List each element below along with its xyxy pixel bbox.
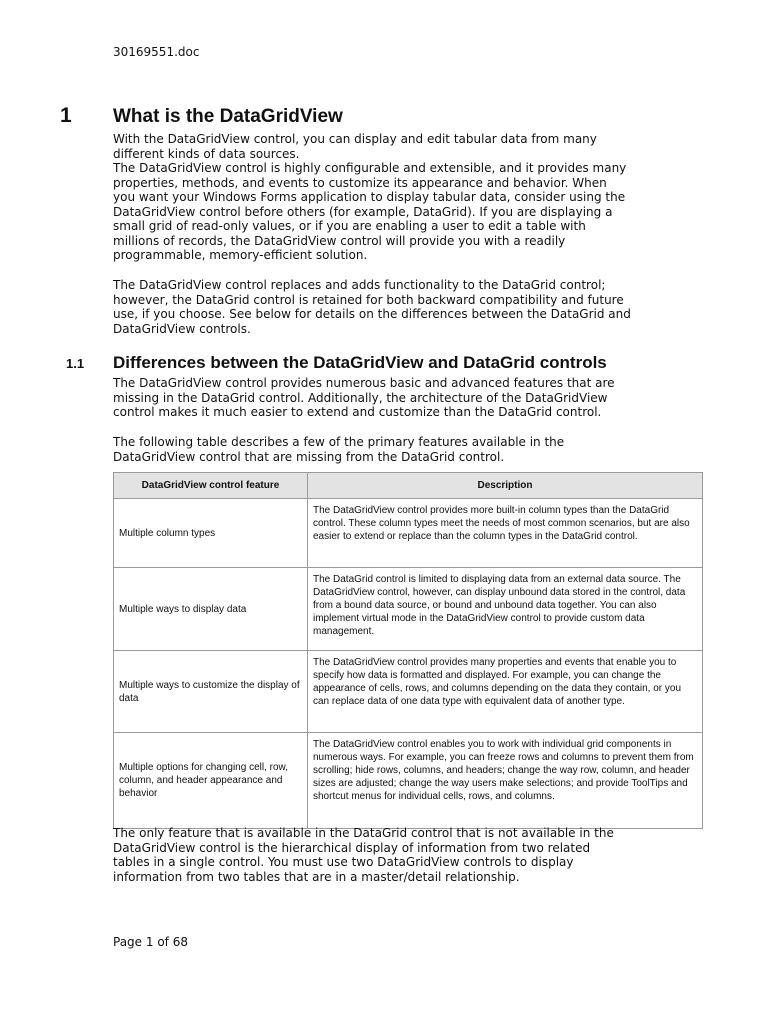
section-title: What is the DataGridView [113, 106, 343, 127]
text-line: use, if you choose. See below for details on the differences between the DataGrid and [113, 307, 631, 321]
table-intro-paragraph [113, 435, 673, 464]
description-cell: The DataGridView control provides many properties and events that enable you to specify how data is formatted and displayed. For example, you can change the appearance of cells, rows, and columns depending on the data they contain, or you can replace data of one data type with equivalent data of another type. [308, 651, 703, 733]
text-line: programmable, memory-efficient solution. [113, 248, 368, 262]
text-line: small grid of read-only values, or if you are enabling a user to edit a table with [113, 219, 586, 233]
text-line: control makes it much easier to extend and customize than the DataGrid control. [113, 405, 602, 419]
text-line: missing in the DataGrid control. Additionally, the architecture of the DataGridView [113, 390, 608, 405]
text-line: DataGridView control that are missing from the DataGrid control. [113, 449, 505, 464]
text-line: different kinds of data sources. [113, 146, 300, 161]
intro-paragraph [113, 132, 673, 263]
feature-cell: Multiple ways to display data [114, 568, 308, 651]
text-line: information from two tables that are in a master/detail relationship. [113, 869, 520, 884]
document-filename: 30169551.doc [113, 45, 200, 59]
table-row [114, 733, 703, 829]
feature-comparison-table [113, 472, 703, 829]
description-cell: The DataGrid control is limited to displaying data from an external data source. The DataGridView control, however, can display unbound data stored in the control, data from a bound data source, or bound and unbound data together. You can also implement virtual mode in the DataGridView control to provide custom data management. [308, 568, 703, 651]
differences-paragraph [113, 376, 673, 420]
page-number: Page 1 of 68 [113, 935, 188, 949]
text-line: The only feature that is available in the DataGrid control that is not available in the [113, 826, 614, 840]
table-row [114, 499, 703, 568]
text-line: you want your Windows Forms application to display tabular data, consider using the [113, 190, 626, 204]
section-number: 1 [60, 104, 72, 127]
text-line: The DataGridView control is highly configurable and extensible, and it provides many [113, 161, 627, 175]
text-line: millions of records, the DataGridView control will provide you with a readily [113, 233, 566, 248]
subsection-number: 1.1 [66, 356, 85, 371]
text-line: The DataGridView control replaces and adds functionality to the DataGrid control; [113, 278, 606, 292]
table-row [114, 651, 703, 733]
replacement-paragraph [113, 278, 673, 336]
feature-cell: Multiple column types [114, 499, 308, 568]
text-line: DataGridView control before others (for example, DataGrid). If you are displaying a [113, 204, 613, 219]
text-line: tables in a single control. You must use two DataGridView controls to display [113, 855, 574, 869]
text-line: DataGridView controls. [113, 321, 251, 336]
text-line: With the DataGridView control, you can display and edit tabular data from many [113, 132, 597, 146]
feature-cell: Multiple ways to customize the display of data [114, 651, 308, 733]
column-header-description: Description [308, 473, 703, 499]
text-line: DataGridView control is the hierarchical display of information from two related [113, 840, 591, 855]
closing-paragraph [113, 826, 673, 884]
description-cell: The DataGridView control enables you to work with individual grid components in numerous ways. For example, you can freeze rows and columns to prevent them from scrolling; hide rows, columns, and headers; change the way row, column, and header sizes are adjusted; change the way users make selections; and provide ToolTips and shortcut menus for individual cells, rows, and columns. [308, 733, 703, 829]
subsection-title: Differences between the DataGridView and DataGrid controls [113, 353, 607, 372]
text-line: however, the DataGrid control is retained for both backward compatibility and future [113, 292, 624, 307]
description-cell: The DataGridView control provides more built-in column types than the DataGrid control. These column types meet the needs of most common scenarios, but are also easier to extend or replace than the column types in the DataGrid control. [308, 499, 703, 568]
table-header-row [114, 473, 703, 499]
feature-cell: Multiple options for changing cell, row, column, and header appearance and behavior [114, 733, 308, 829]
text-line: properties, methods, and events to customize its appearance and behavior. When [113, 175, 607, 190]
table-row [114, 568, 703, 651]
text-line: The following table describes a few of the primary features available in the [113, 435, 565, 449]
column-header-feature: DataGridView control feature [114, 473, 308, 499]
text-line: The DataGridView control provides numerous basic and advanced features that are [113, 376, 615, 390]
